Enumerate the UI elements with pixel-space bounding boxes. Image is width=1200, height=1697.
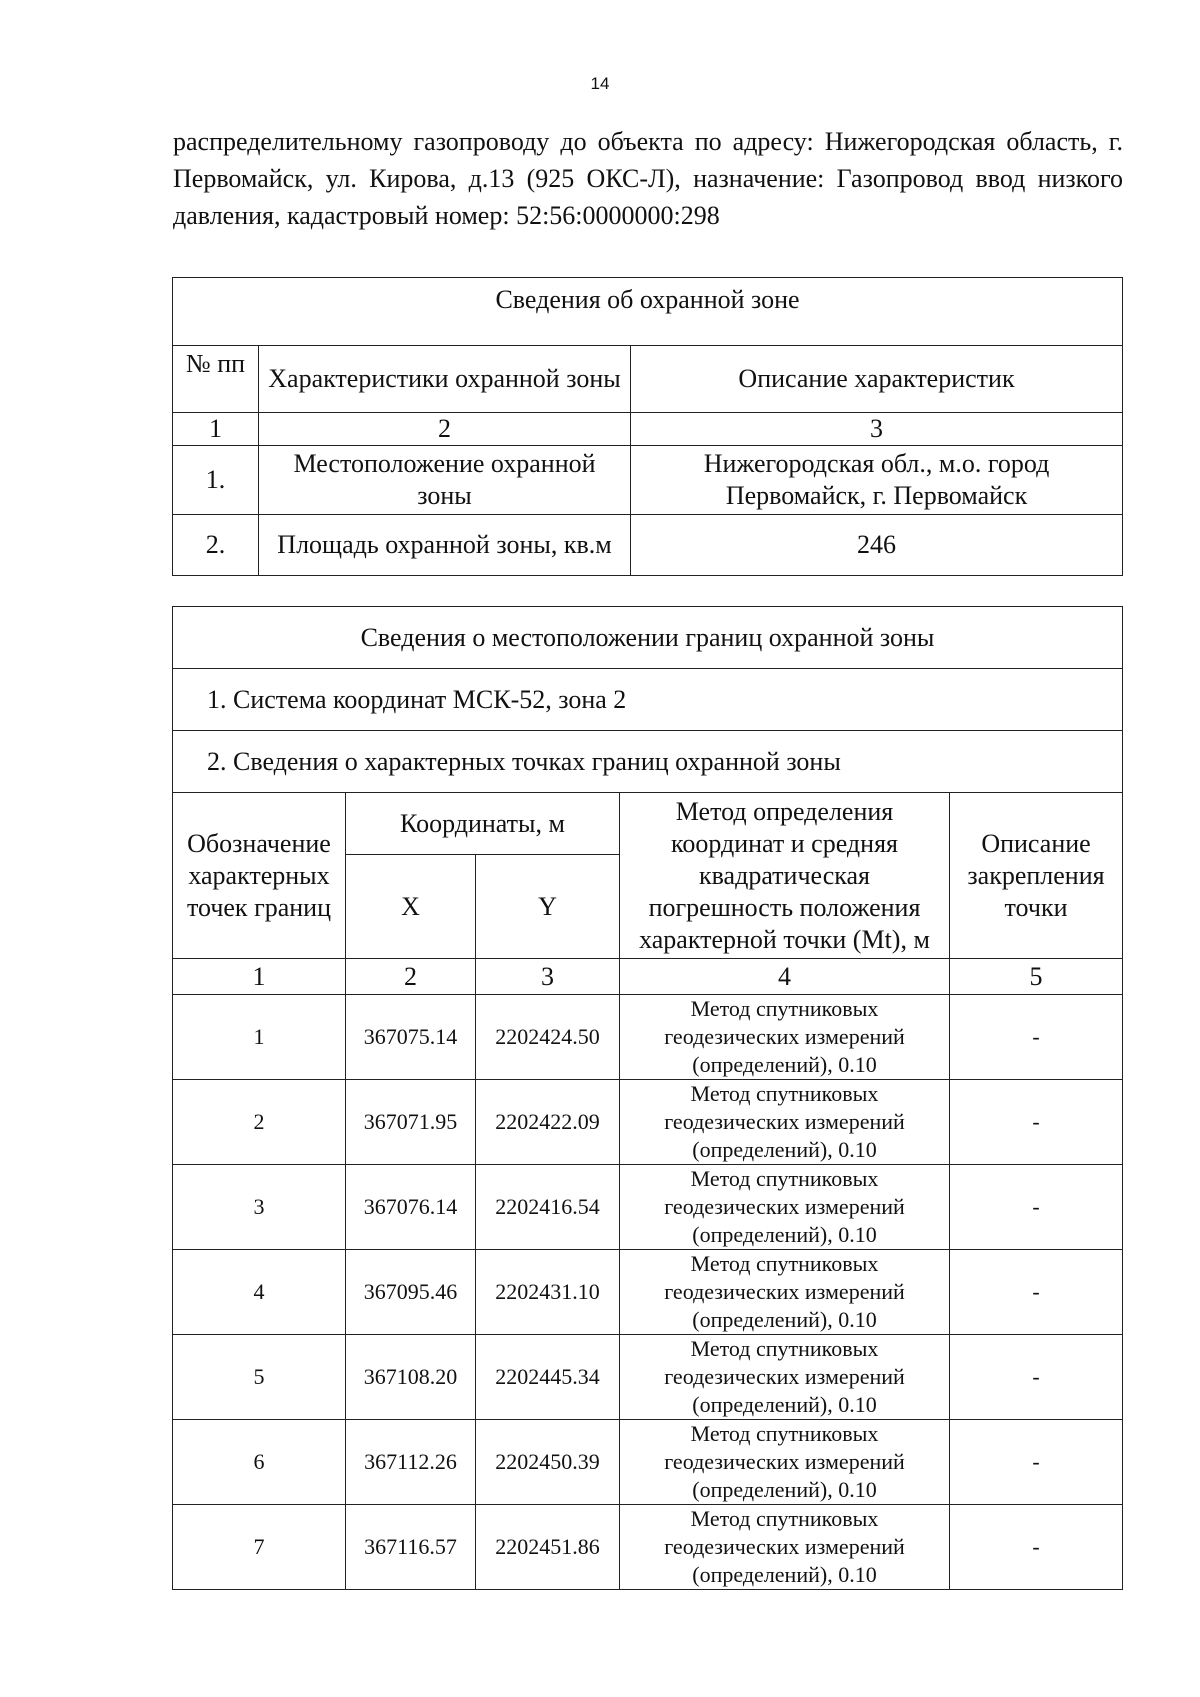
point-x: 367108.20 — [346, 1335, 476, 1420]
header-description: Описание характеристик — [631, 346, 1123, 413]
header-method: Метод определения координат и средняя квадратическая погрешность положения характерной точки (Mt), м — [620, 793, 950, 959]
point-y: 2202416.54 — [476, 1165, 620, 1250]
row-characteristic: Площадь охранной зоны, кв.м — [259, 515, 631, 576]
col-number-2: 2 — [259, 413, 631, 446]
point-y: 2202431.10 — [476, 1250, 620, 1335]
table-row — [173, 1080, 1123, 1165]
row-num: 2. — [173, 515, 259, 576]
col-number-5: 5 — [950, 959, 1123, 995]
point-fixing: - — [950, 1505, 1123, 1590]
zone-info-title: Сведения об охранной зоне — [173, 278, 1123, 346]
point-id: 6 — [173, 1420, 346, 1505]
table-row — [173, 1420, 1123, 1505]
header-y: Y — [476, 855, 620, 959]
point-id: 5 — [173, 1335, 346, 1420]
col-number-1: 1 — [173, 959, 346, 995]
point-fixing: - — [950, 1335, 1123, 1420]
point-method: Метод спутниковых геодезических измерений (определений), 0.10 — [620, 1505, 950, 1590]
point-method: Метод спутниковых геодезических измерений (определений), 0.10 — [620, 1080, 950, 1165]
header-designation: Обозначение характерных точек границ — [173, 793, 346, 959]
boundary-table — [172, 606, 1123, 1590]
row-num: 1. — [173, 446, 259, 515]
point-method: Метод спутниковых геодезических измерений (определений), 0.10 — [620, 1165, 950, 1250]
col-number-3: 3 — [631, 413, 1123, 446]
point-x: 367076.14 — [346, 1165, 476, 1250]
boundary-title: Сведения о местоположении границ охранной зоны — [173, 607, 1123, 669]
col-number-4: 4 — [620, 959, 950, 995]
point-method: Метод спутниковых геодезических измерений (определений), 0.10 — [620, 1335, 950, 1420]
header-x: X — [346, 855, 476, 959]
point-y: 2202422.09 — [476, 1080, 620, 1165]
row-value: Нижегородская обл., м.о. город Первомайск, г. Первомайск — [631, 446, 1123, 515]
zone-info-table — [172, 277, 1123, 576]
table-row — [173, 995, 1123, 1080]
row-characteristic: Местоположение охранной зоны — [259, 446, 631, 515]
col-number-1: 1 — [173, 413, 259, 446]
point-fixing: - — [950, 995, 1123, 1080]
point-method: Метод спутниковых геодезических измерений (определений), 0.10 — [620, 1420, 950, 1505]
header-coordinates: Координаты, м — [346, 793, 620, 855]
point-x: 367071.95 — [346, 1080, 476, 1165]
intro-paragraph: распределительному газопроводу до объекта по адресу: Нижегородская область, г. Первомайск, ул. Кирова, д.13 (925 ОКС-Л), назначение: Газопровод ввод низкого давления, кадастровый номер: 52:56:0000000:298 — [173, 127, 1123, 230]
row-value: 246 — [631, 515, 1123, 576]
point-id: 3 — [173, 1165, 346, 1250]
col-number-3: 3 — [476, 959, 620, 995]
point-method: Метод спутниковых геодезических измерений (определений), 0.10 — [620, 1250, 950, 1335]
point-y: 2202451.86 — [476, 1505, 620, 1590]
coordinate-system: 1. Система координат МСК-52, зона 2 — [173, 669, 1123, 731]
point-fixing: - — [950, 1080, 1123, 1165]
point-id: 4 — [173, 1250, 346, 1335]
table-row — [173, 1165, 1123, 1250]
table-row — [173, 1335, 1123, 1420]
point-fixing: - — [950, 1420, 1123, 1505]
point-x: 367116.57 — [346, 1505, 476, 1590]
point-id: 7 — [173, 1505, 346, 1590]
point-id: 2 — [173, 1080, 346, 1165]
point-method: Метод спутниковых геодезических измерений (определений), 0.10 — [620, 995, 950, 1080]
table-row — [173, 1505, 1123, 1590]
point-y: 2202445.34 — [476, 1335, 620, 1420]
point-x: 367075.14 — [346, 995, 476, 1080]
point-x: 367112.26 — [346, 1420, 476, 1505]
header-fixing: Описание закрепления точки — [950, 793, 1123, 959]
col-number-2: 2 — [346, 959, 476, 995]
point-y: 2202424.50 — [476, 995, 620, 1080]
header-characteristics: Характеристики охранной зоны — [259, 346, 631, 413]
points-body — [173, 995, 1123, 1590]
points-heading: 2. Сведения о характерных точках границ охранной зоны — [173, 731, 1123, 793]
point-id: 1 — [173, 995, 346, 1080]
point-x: 367095.46 — [346, 1250, 476, 1335]
point-fixing: - — [950, 1250, 1123, 1335]
point-y: 2202450.39 — [476, 1420, 620, 1505]
header-num: № пп — [173, 346, 259, 413]
table-row — [173, 1250, 1123, 1335]
point-fixing: - — [950, 1165, 1123, 1250]
page-number: 14 — [590, 74, 610, 93]
